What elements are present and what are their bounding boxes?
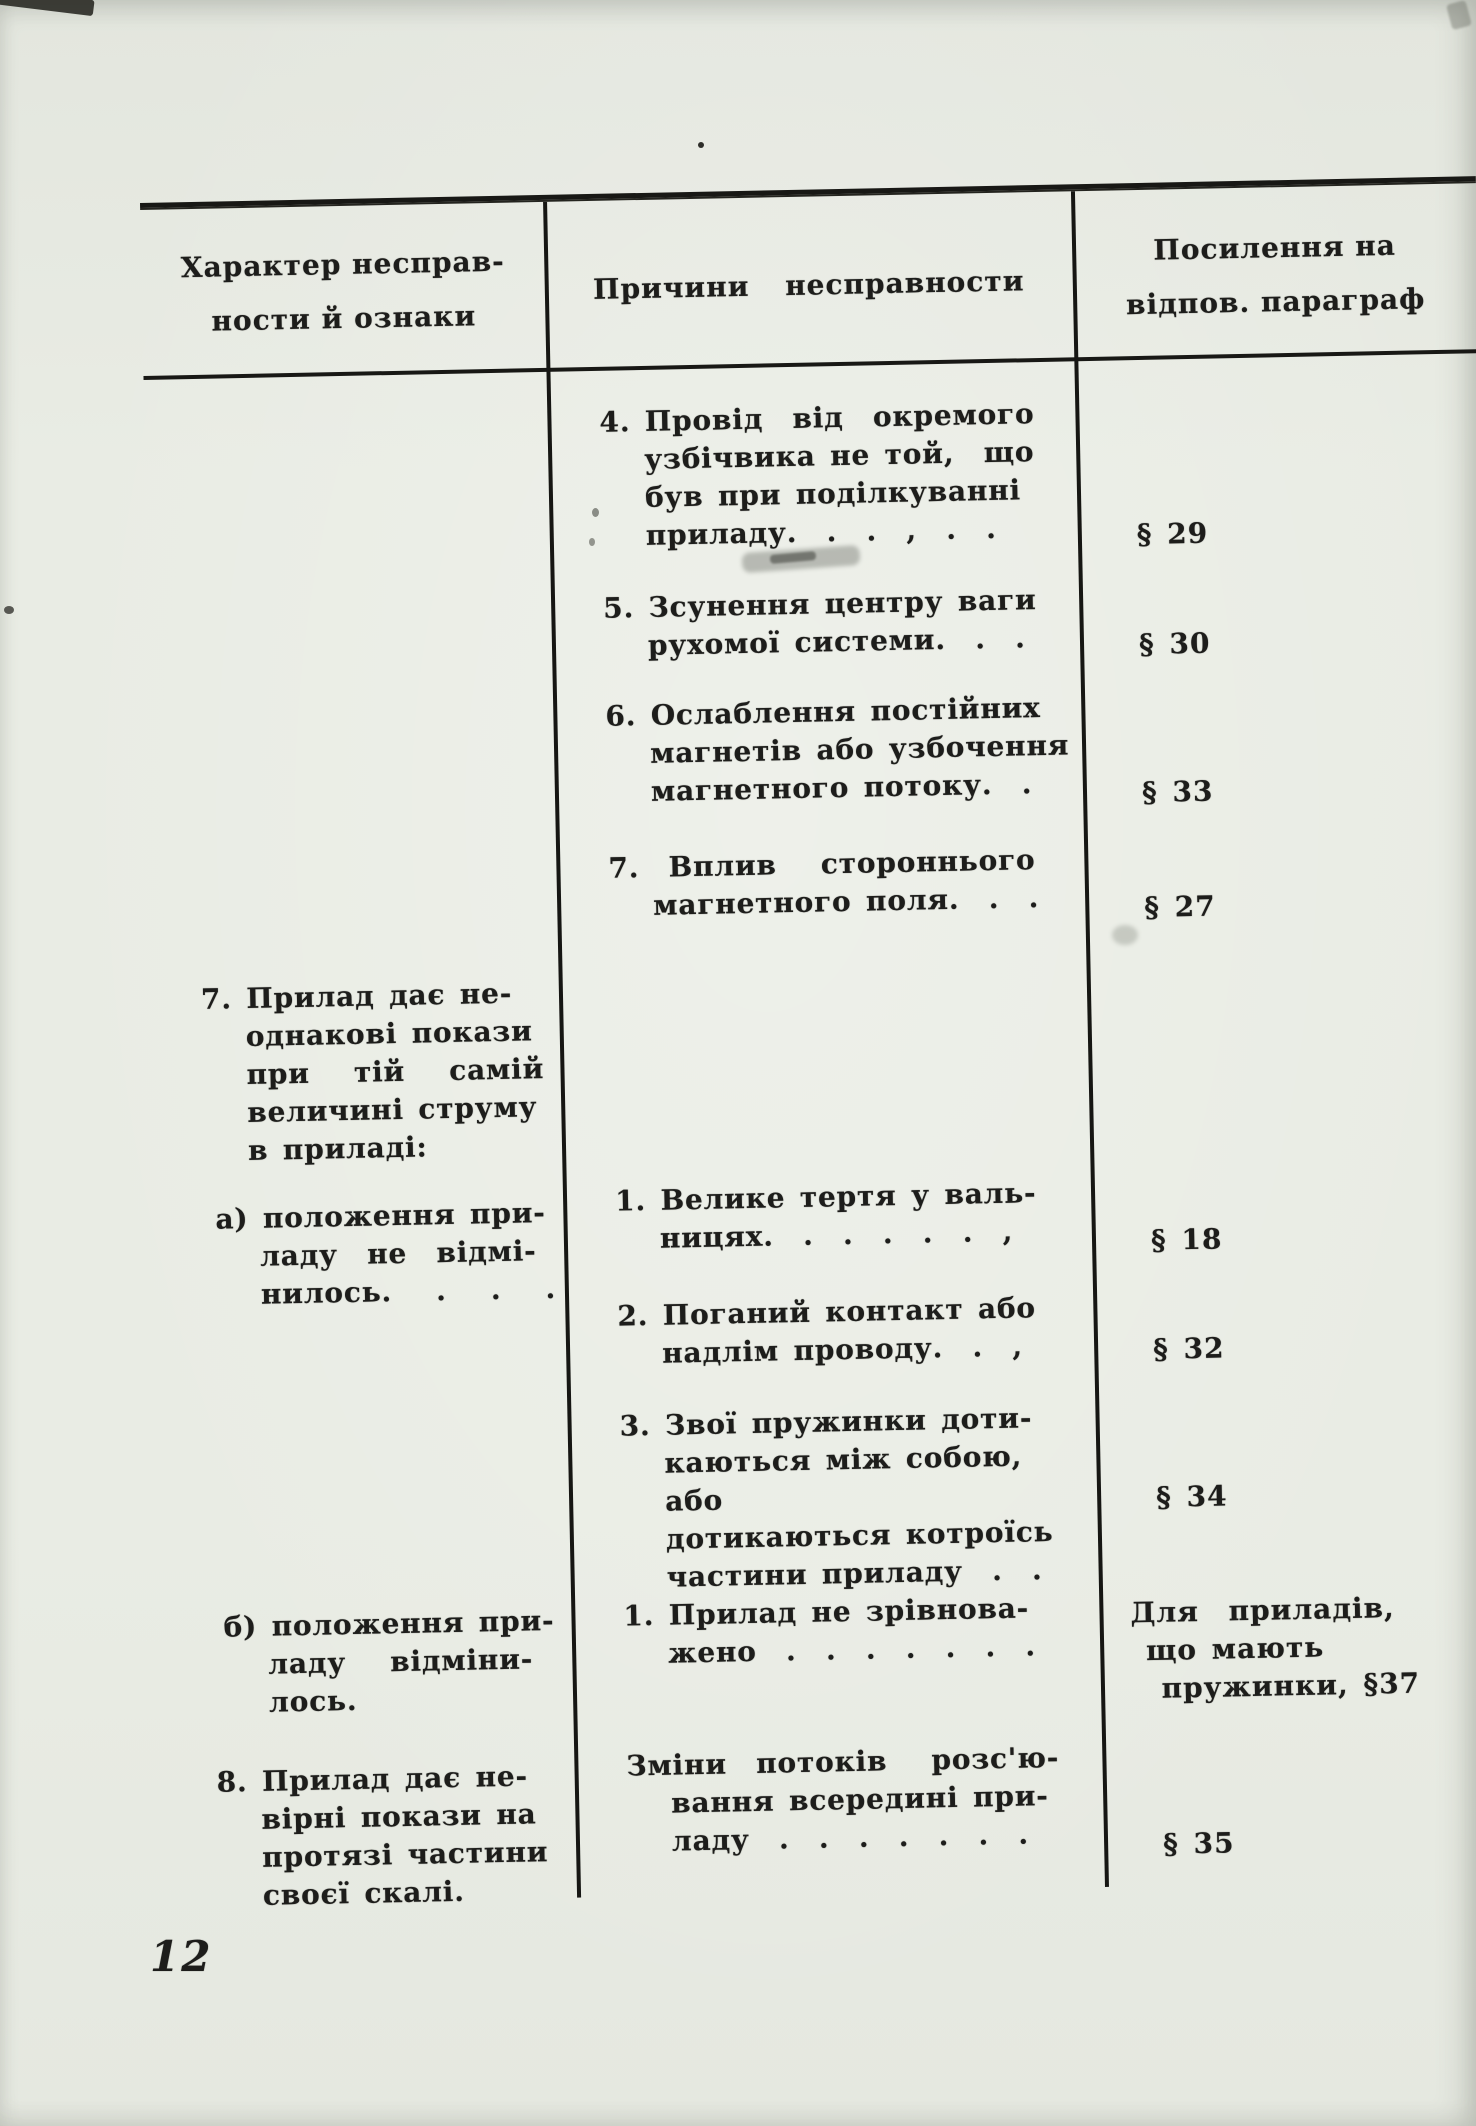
cause-cell-7a2: 2. Поганий контакт або надлім проводу. . , (617, 1291, 1037, 1370)
header-reference-column: Посилення на відпов. параграф (1125, 228, 1426, 322)
cause-cell-7: 7. Вплив стороннього магнетного поля. . . (608, 843, 1040, 922)
ref-cell-35: § 35 (1162, 1826, 1235, 1861)
symptom-cell-7a: а) положення при- ладу не відмі- нилось. . . . (215, 1196, 557, 1311)
fault-table (140, 176, 1476, 1912)
cause-cell-7b1: 1. Прилад не зрівнова- жено . . . . . . . (623, 1591, 1037, 1670)
symptom-cell-7b: б) положення при- ладу відміни- лось. (223, 1603, 555, 1719)
ref-cell-29: § 29 (1136, 516, 1209, 552)
ref-cell-33: § 33 (1141, 774, 1214, 810)
ref-cell-27: § 27 (1144, 889, 1217, 924)
cause-cell-6: 6. Ослаблення постійних магнетів або узбочення магнетного потоку. . (605, 691, 1070, 808)
scan-speck (4, 606, 14, 614)
header-symptom-column: Характер несправ- ности й ознаки (180, 244, 506, 338)
ref-cell-30: § 30 (1138, 626, 1211, 662)
scan-corner-artifact (1446, 0, 1472, 30)
ref-cell-34: § 34 (1155, 1479, 1228, 1514)
symptom-cell-7: 7. Прилад дає не- однакові покази при тій самій величині струму в приладі: (200, 976, 545, 1168)
cause-cell-7a1: 1. Велике тертя у валь- ницях. . . . . . , (614, 1176, 1037, 1255)
cause-cell-5: 5. Зсунення центру ваги рухомої системи. . . (602, 583, 1037, 662)
ref-cell-18: § 18 (1150, 1222, 1223, 1257)
header-cause-column: Причини несправности (592, 264, 1025, 306)
table-body (144, 353, 1476, 1912)
ref-cell-32: § 32 (1152, 1331, 1225, 1366)
symptom-cell-8: 8. Прилад дає не- вірні покази на протязі частини своєї скалі. (216, 1759, 549, 1912)
scan-corner-artifact (0, 0, 95, 16)
page-number: 12 (150, 1932, 213, 1981)
ref-cell-springs-37: Для приладів, що мають пружинки, §37 (1130, 1591, 1421, 1706)
cause-cell-8: Зміни потоків розс'ю- вання всередині при- ладу . . . . . . . (626, 1740, 1060, 1858)
cause-cell-7a3: 3. Звої пружинки доти- каються між собою, або дотикаються котроїсь частини приладу . . (619, 1401, 1054, 1594)
scan-speck (698, 142, 704, 148)
table-header-row (140, 183, 1476, 380)
cause-cell-4: 4. Провід від окремого узбічвика не той, що був при поділкуванні приладу. . . , . . (599, 397, 1035, 552)
